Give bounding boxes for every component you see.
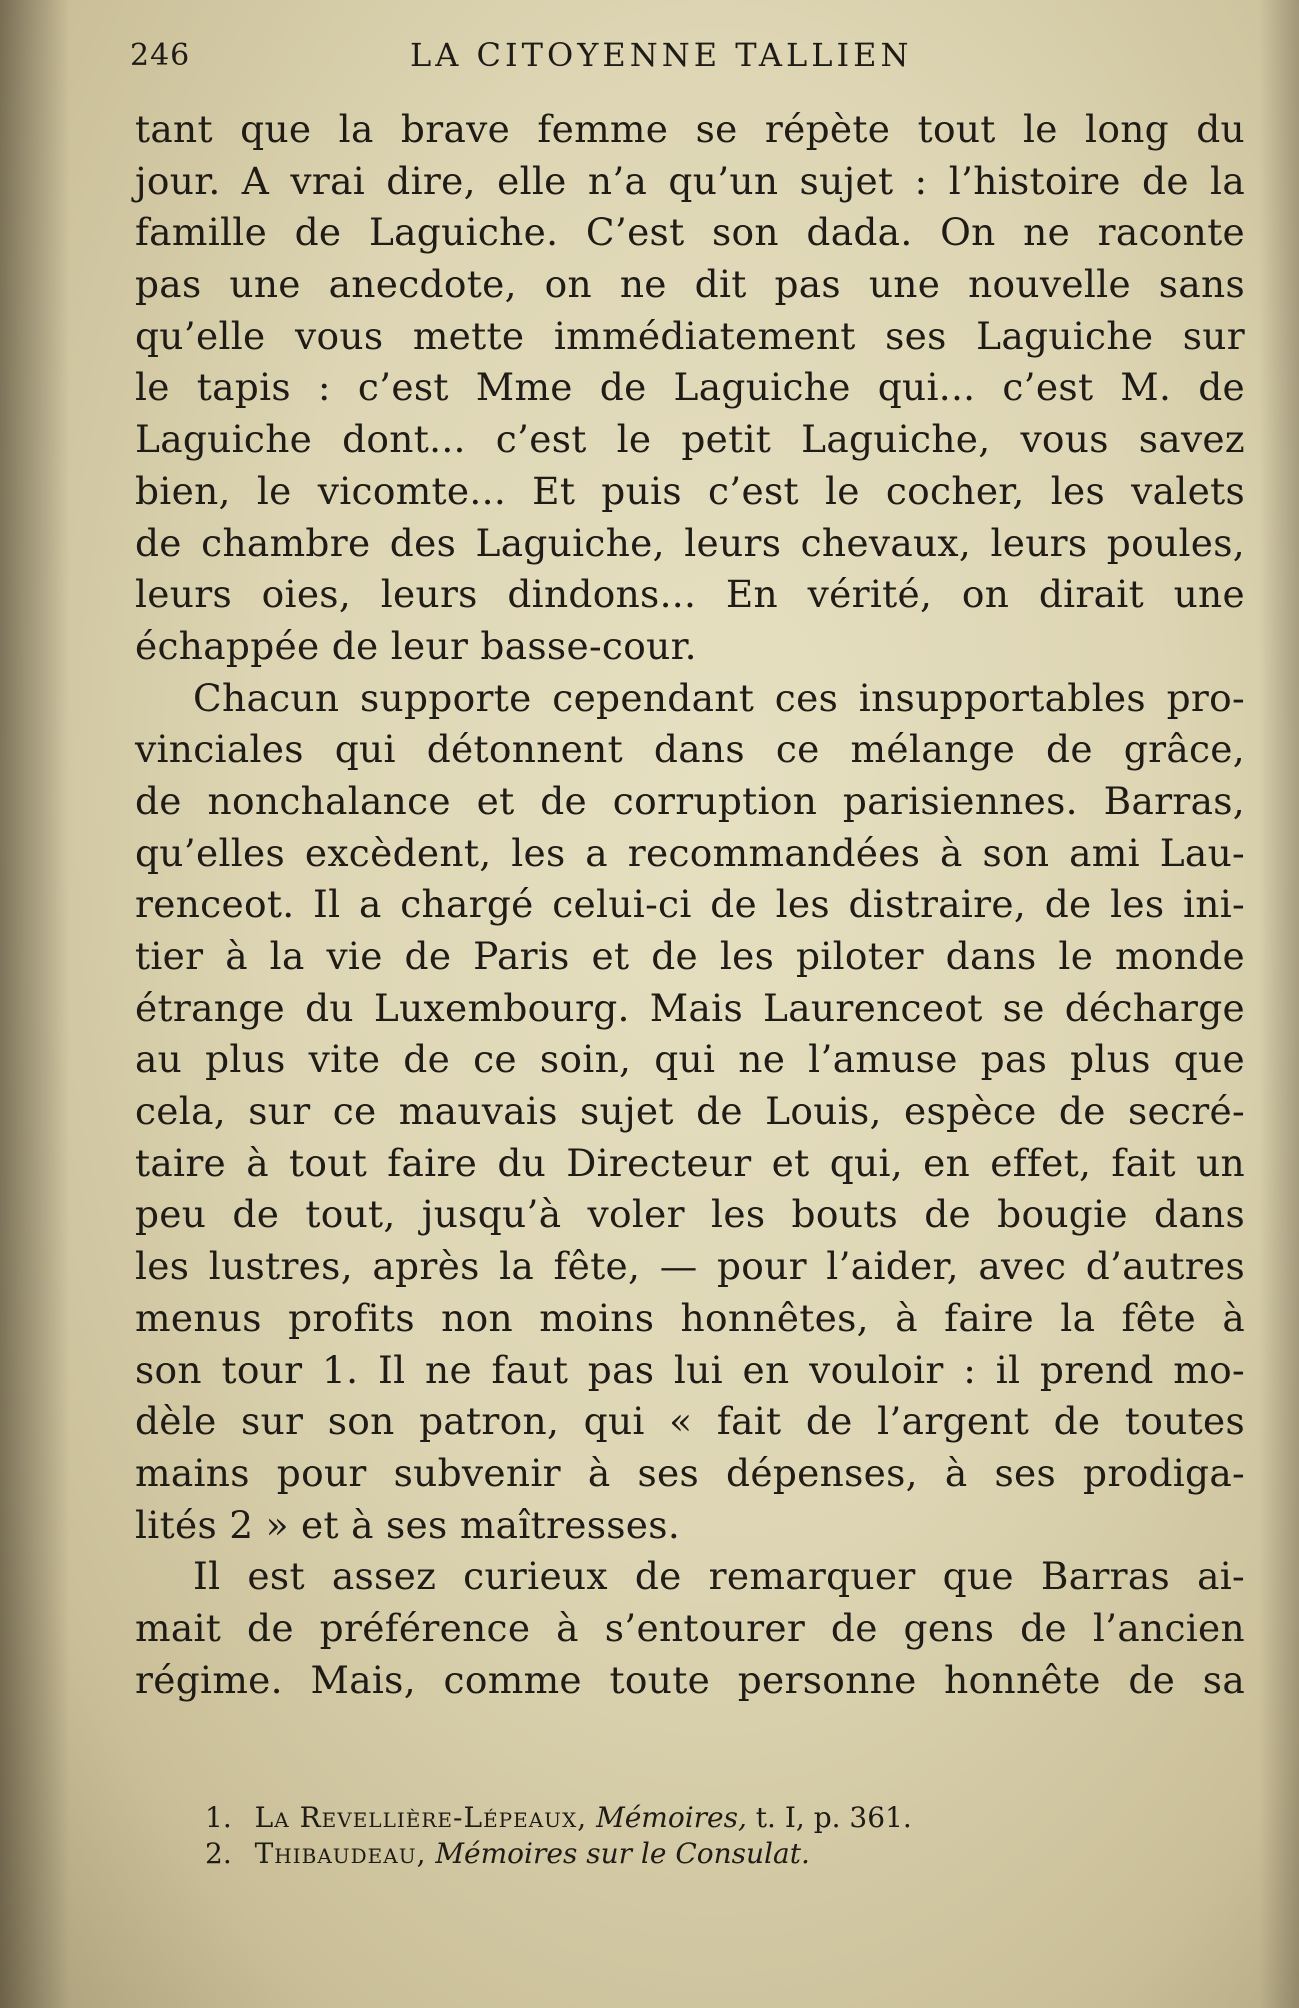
footnote-author: Thibaudeau, [254, 1837, 427, 1870]
page-edge-shadow-right [1259, 0, 1299, 2008]
footnote-title: Mémoires sur le Consulat. [435, 1837, 810, 1870]
text-line: qu’elles excèdent, les a recommandées à son ami Lau- [135, 830, 1245, 875]
text-line: leurs oies, leurs dindons... En vérité, on dirait une [135, 572, 1245, 617]
footnote-title: Mémoires, [596, 1801, 747, 1834]
text-line: lités 2 » et à ses maîtresses. [135, 1502, 681, 1547]
text-line: cela, sur ce mauvais sujet de Louis, espèce de secré- [135, 1089, 1245, 1134]
text-line: mait de préférence à s’entourer de gens de l’ancien [135, 1605, 1245, 1650]
text-line: menus profits non moins honnêtes, à faire la fête à [135, 1295, 1245, 1340]
text-line: au plus vite de ce soin, qui ne l’amuse pas plus que [135, 1037, 1245, 1082]
text-line: tier à la vie de Paris et de les piloter dans le monde [135, 934, 1245, 978]
text-line: pas une anecdote, on ne dit pas une nouvelle sans [135, 262, 1245, 307]
text-line: de chambre des Laguiche, leurs chevaux, leurs poules, [135, 520, 1245, 565]
text-line: le tapis : c’est Mme de Laguiche qui... c’est M. de [135, 365, 1245, 410]
text-line: mains pour subvenir à ses dépenses, à ses prodiga- [135, 1450, 1245, 1495]
running-title: LA CITOYENNE TALLIEN [410, 36, 913, 74]
text-line: étrange du Luxembourg. Mais Laurenceot se décharge [135, 985, 1245, 1030]
footnote-reference: t. I, p. 361. [755, 1801, 912, 1834]
text-line: tant que la brave femme se répète tout le long du [135, 107, 1245, 151]
text-line: vinciales qui détonnent dans ce mélange de grâce, [135, 727, 1245, 772]
text-line: renceot. Il a chargé celui-ci de les distraire, de les ini- [135, 882, 1245, 927]
body-text [135, 104, 1245, 1706]
page-header [130, 32, 1250, 82]
text-line: famille de Laguiche. C’est son dada. On ne raconte [135, 210, 1245, 255]
footnote [205, 1836, 1105, 1872]
text-line: son tour 1. Il ne faut pas lui en vouloir : il prend mo- [135, 1347, 1245, 1392]
footnotes [205, 1800, 1105, 1872]
text-line: peu de tout, jusqu’à voler les bouts de bougie dans [135, 1192, 1245, 1237]
page-number: 246 [130, 38, 191, 73]
text-line: bien, le vicomte... Et puis c’est le cocher, les valets [135, 468, 1245, 513]
footnote-number: 2. [205, 1837, 232, 1870]
footnote-number: 1. [205, 1801, 232, 1834]
text-line: qu’elle vous mette immédiatement ses Laguiche sur [135, 313, 1245, 358]
text-line: régime. Mais, comme toute personne honnête de sa [135, 1657, 1245, 1702]
text-line: échappée de leur basse-cour. [135, 623, 697, 668]
text-line: de nonchalance et de corruption parisiennes. Barras, [135, 778, 1245, 823]
text-line: les lustres, après la fête, — pour l’aider, avec d’autres [135, 1244, 1245, 1289]
footnote-author: La Revellière-Lépeaux, [254, 1801, 588, 1834]
text-line: dèle sur son patron, qui « fait de l’argent de toutes [135, 1399, 1245, 1444]
text-line: taire à tout faire du Directeur et qui, en effet, fait un [135, 1140, 1245, 1185]
text-line: jour. A vrai dire, elle n’a qu’un sujet : l’histoire de la [135, 158, 1245, 203]
text-line: Il est assez curieux de remarquer que Barras ai- [193, 1554, 1245, 1599]
text-line: Laguiche dont... c’est le petit Laguiche, vous savez [135, 417, 1245, 462]
page-edge-shadow-left [0, 0, 70, 2008]
text-line: Chacun supporte cependant ces insupportables pro- [193, 675, 1245, 720]
footnote [205, 1800, 1105, 1836]
